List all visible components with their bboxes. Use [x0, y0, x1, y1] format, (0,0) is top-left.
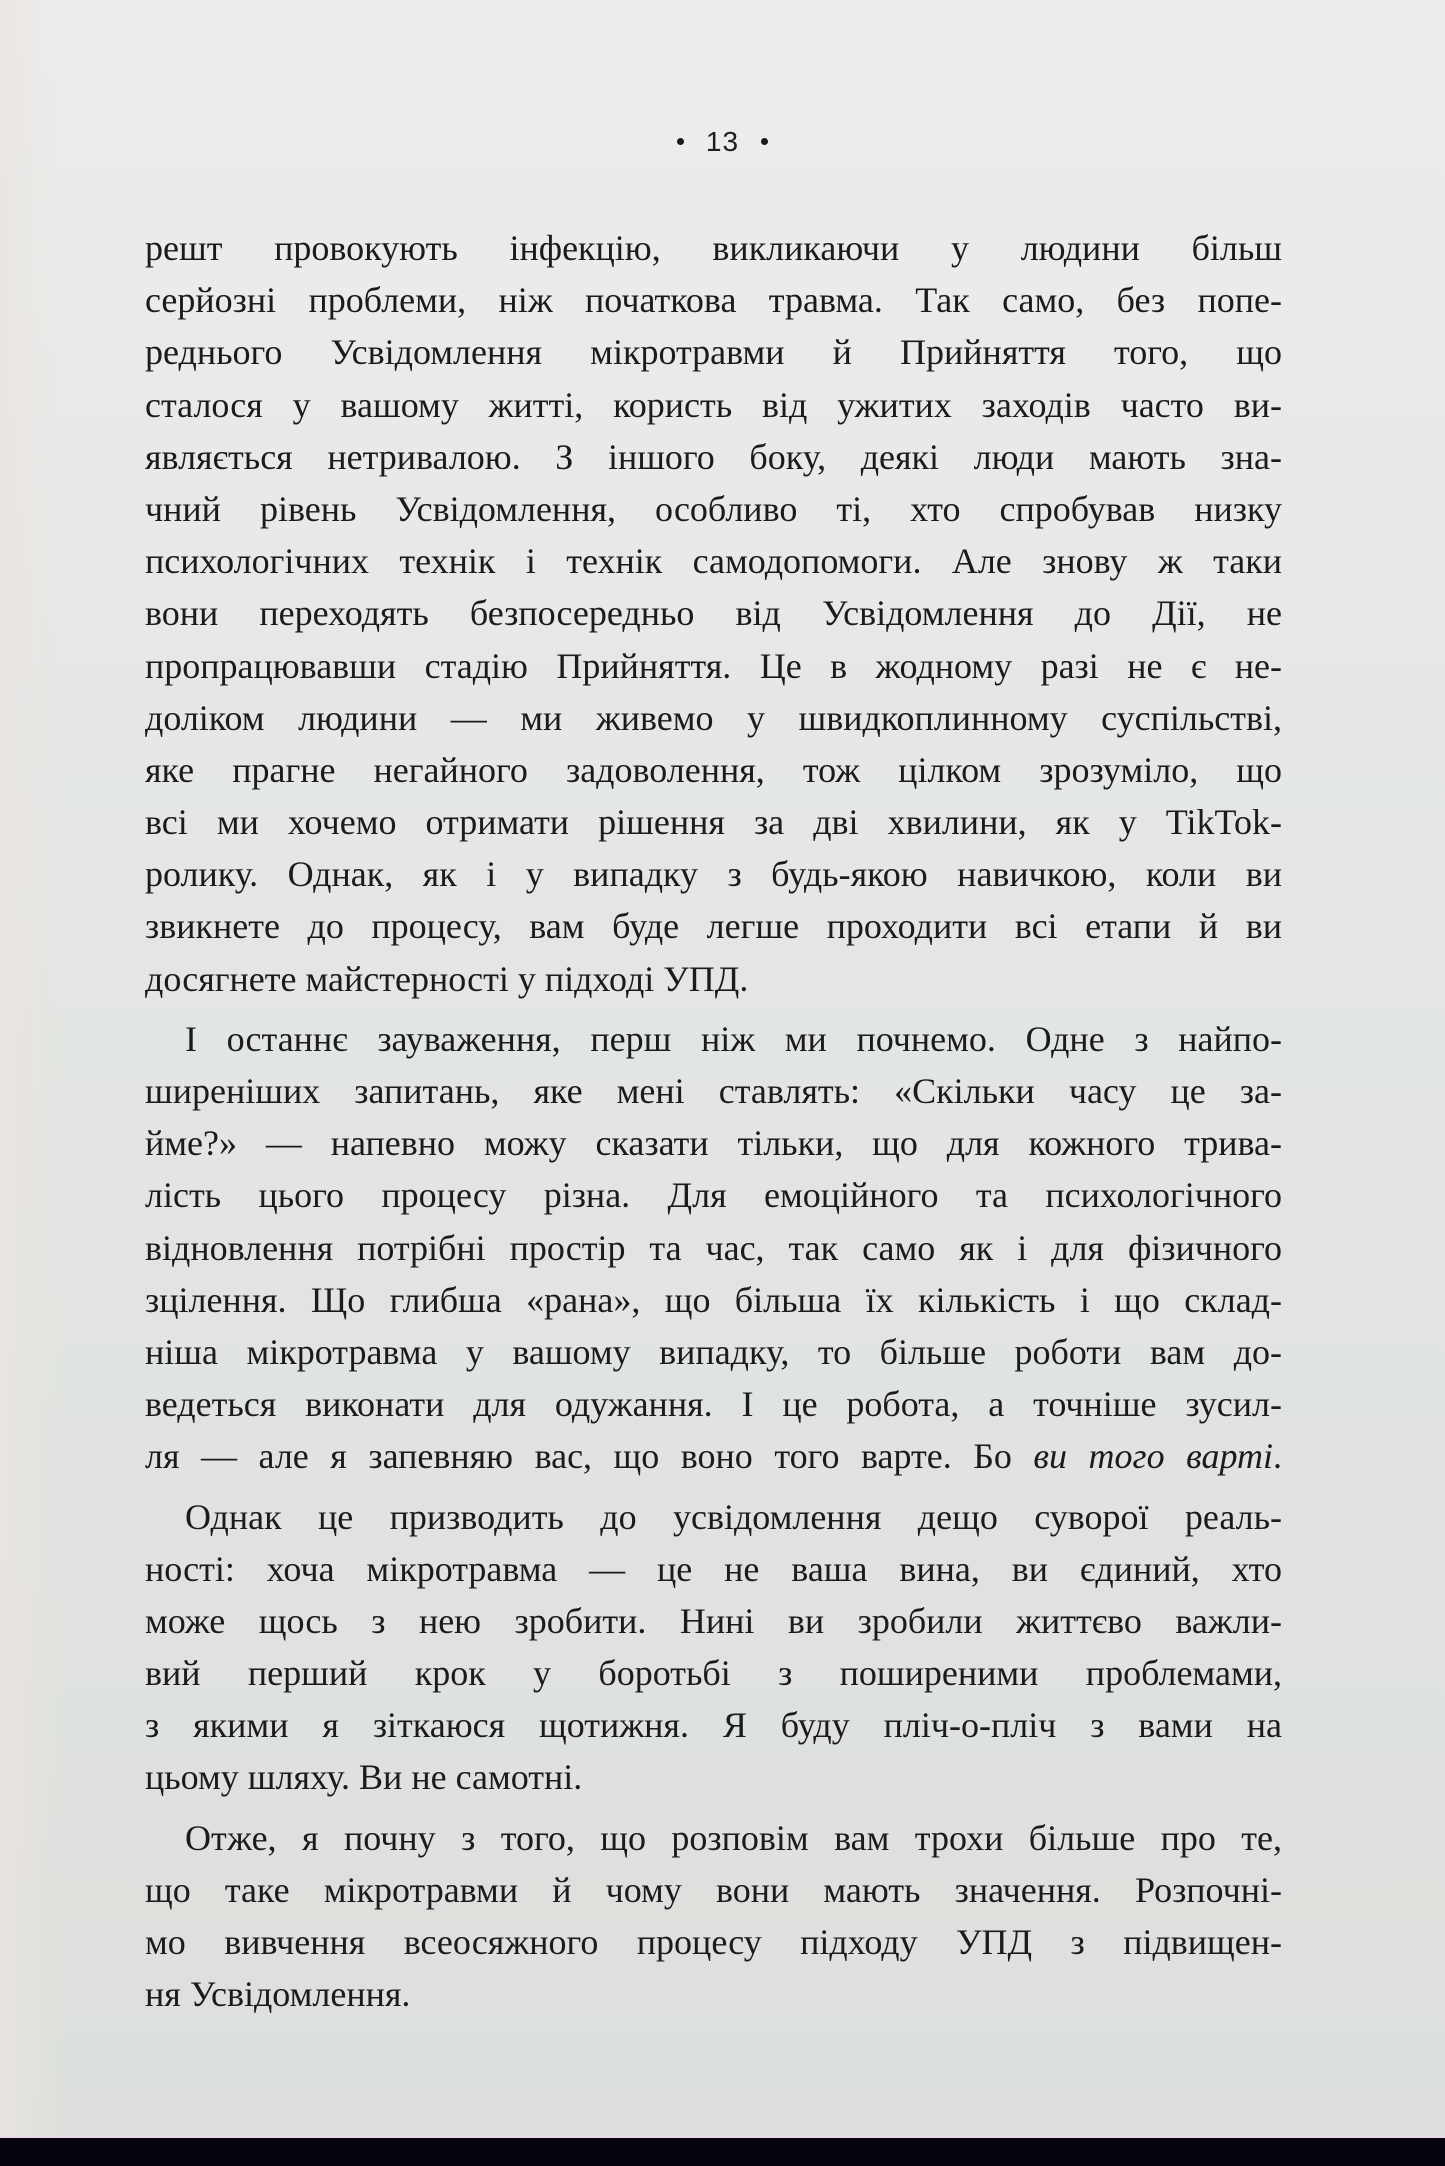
text-line: ролику. Однак, як і у випадку з будь-якою навичкою, коли ви — [145, 854, 1282, 895]
text-line: чний рівень Усвідомлення, особливо ті, хто спробував низку — [145, 488, 1282, 529]
text-line: решт провокують інфекцію, викликаючи у людини більш — [145, 228, 1282, 268]
emphasis-text: ви того варті — [1033, 1436, 1274, 1477]
text-line: Отже, я почну з того, що розповім вам трохи більше про те, — [185, 1817, 1282, 1858]
text-line: цьому шляху. Ви не самотні. — [145, 1757, 583, 1798]
text-run: . — [1273, 1436, 1283, 1477]
text-line: з якими я зіткаюся щотижня. Я буду пліч-о-пліч з вами на — [145, 1705, 1282, 1746]
text-line: ширеніших запитань, яке мені ставлять: «Скільки часу це за- — [145, 1071, 1282, 1111]
text-line: вони переходять безпосередньо від Усвідомлення до Дії, не — [145, 593, 1282, 634]
text-line: відновлення потрібні простір та час, так само як і для фізичного — [145, 1227, 1282, 1268]
text-line: досягнете майстерності у підході УПД. — [145, 958, 749, 999]
text-line: що таке мікротравми й чому вони мають значення. Розпочні- — [145, 1869, 1282, 1910]
text-line: І останнє зауваження, перш ніж ми почнемо. Одне з найпо- — [185, 1018, 1282, 1059]
text-line: може щось з нею зробити. Нині ви зробили життєво важли- — [145, 1600, 1282, 1641]
text-line: яке прагне негайного задоволення, тож цілком зрозуміло, що — [145, 749, 1282, 790]
text-line — [145, 1430, 1282, 1482]
text-line: Однак це призводить до усвідомлення дещо суворої реаль- — [185, 1496, 1282, 1537]
text-line: серйозні проблеми, ніж початкова травма. Так само, без попе- — [145, 280, 1282, 321]
text-line: доліком людини — ми живемо у швидкоплинному суспільстві, — [145, 697, 1282, 738]
text-line: йме?» — напевно можу сказати тільки, що для кожного трива- — [145, 1123, 1282, 1164]
text-line: являється нетривалою. З іншого боку, деякі люди мають зна- — [145, 436, 1282, 477]
text-line: мо вивчення всеосяжного процесу підходу УПД з підвищен- — [145, 1922, 1282, 1962]
paragraph — [145, 222, 1282, 1005]
text-line: зцілення. Що глибша «рана», що більша їх кількість і що склад- — [145, 1279, 1282, 1320]
bullet-left-icon — [677, 138, 684, 145]
body-text — [145, 222, 1282, 2020]
text-line: сталося у вашому житті, користь від ужитих заходів часто ви- — [145, 384, 1282, 425]
text-line: вий перший крок у боротьбі з поширеними проблемами, — [145, 1653, 1282, 1694]
bullet-right-icon — [761, 138, 768, 145]
text-line: психологічних технік і технік самодопомоги. Але знову ж таки — [145, 541, 1282, 582]
page-number-text: 13 — [705, 126, 740, 157]
text-line: всі ми хочемо отримати рішення за дві хвилини, як у TikTok- — [145, 802, 1282, 843]
paragraph — [145, 1013, 1282, 1483]
text-line: звикнете до процесу, вам буде легше проходити всі етапи й ви — [145, 906, 1282, 947]
text-line: ніша мікротравма у вашому випадку, то більше роботи вам до- — [145, 1331, 1282, 1372]
page-bottom-edge — [0, 2136, 1445, 2166]
text-line: лість цього процесу різна. Для емоційного та психологічного — [145, 1175, 1282, 1216]
text-line: ня Усвідомлення. — [145, 1974, 411, 2015]
text-line: пропрацювавши стадію Прийняття. Це в жодному разі не є не- — [145, 645, 1282, 686]
paragraph — [145, 1491, 1282, 1804]
paragraph — [145, 1812, 1282, 2021]
text-run: ля — але я запевняю вас, що воно того варте. Бо — [145, 1436, 1034, 1477]
page-number — [0, 126, 1445, 158]
text-line: ності: хоча мікротравма — це не ваша вина, ви єдиний, хто — [145, 1548, 1282, 1589]
text-line: реднього Усвідомлення мікротравми й Прийняття того, що — [145, 332, 1282, 373]
text-line: ведеться виконати для одужання. І це робота, а точніше зусил- — [145, 1384, 1282, 1425]
page-shadow — [0, 0, 60, 2136]
